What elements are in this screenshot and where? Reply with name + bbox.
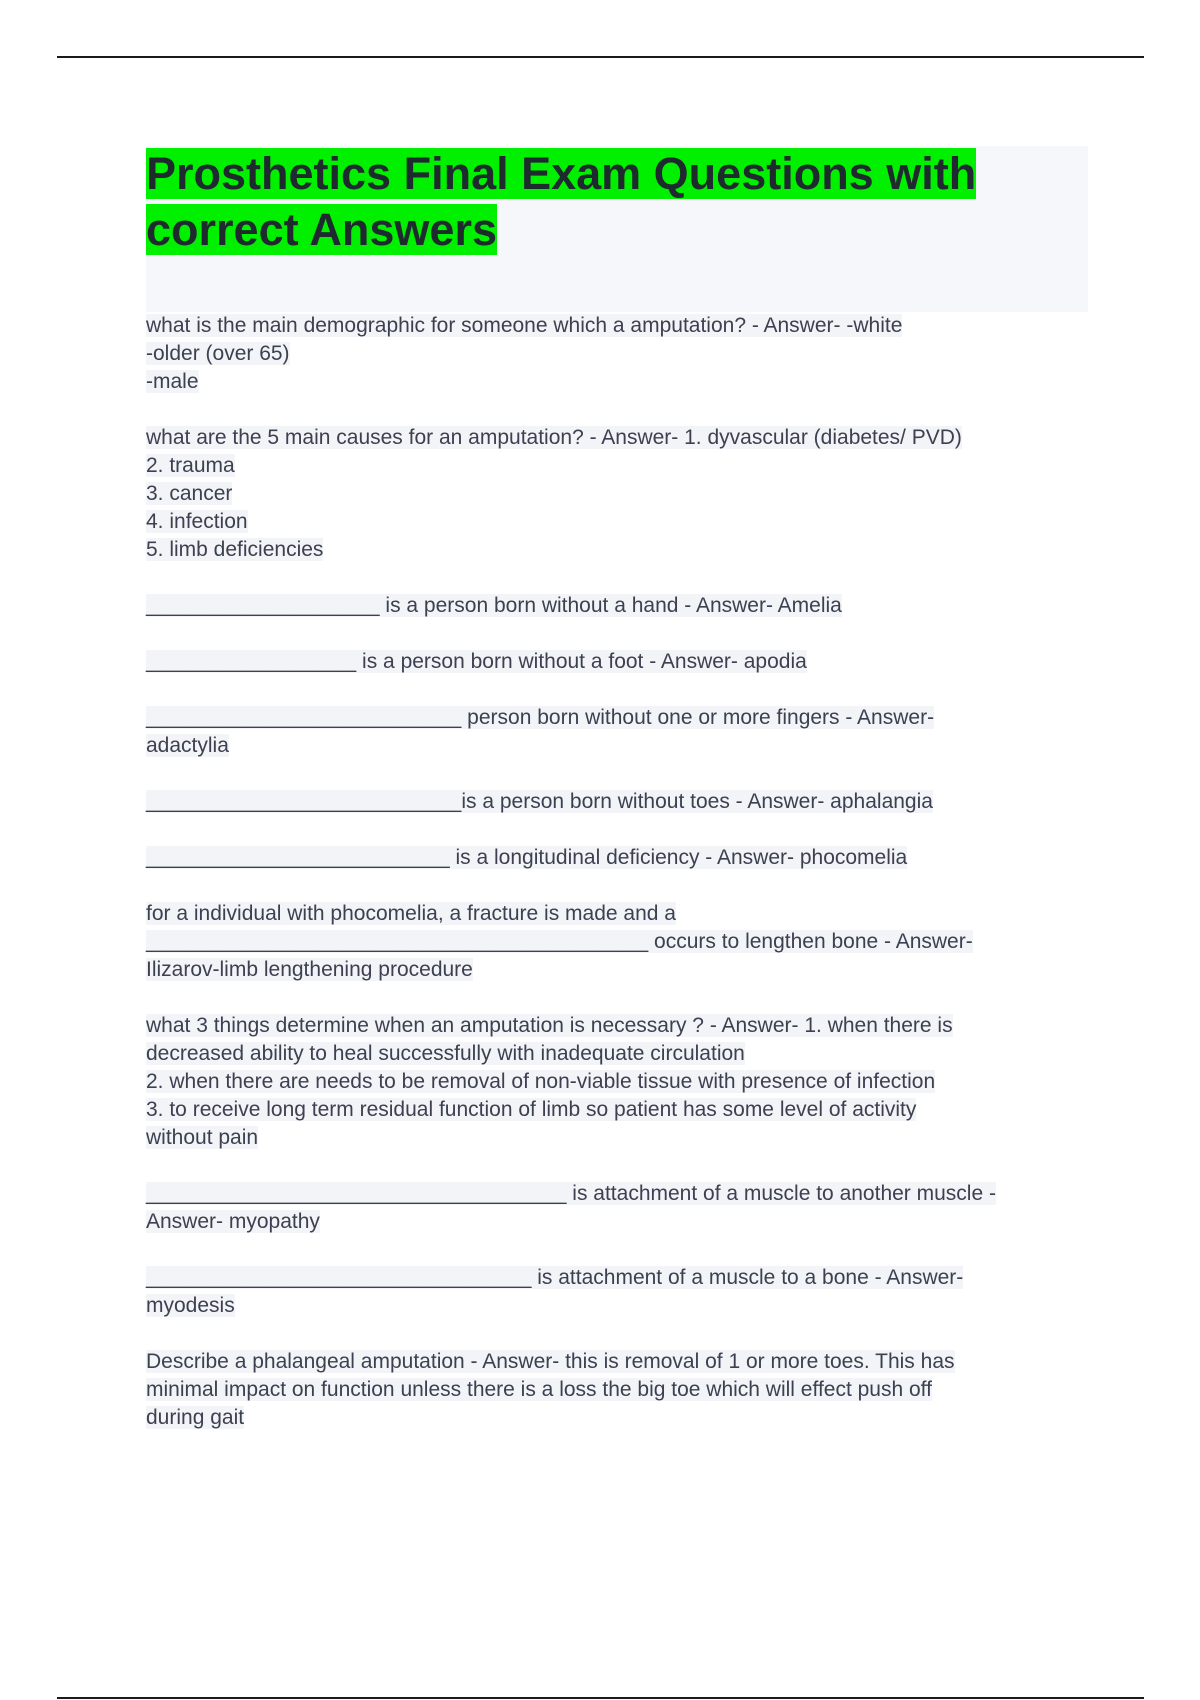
qa-text: ___________________________is a person born without toes - Answer- aphalangia — [146, 790, 933, 813]
qa-text: __________________ is a person born without a foot - Answer- apodia — [146, 650, 807, 673]
qa-item — [146, 648, 1096, 676]
top-rule — [57, 56, 1144, 58]
qa-item — [146, 592, 1096, 620]
qa-item — [146, 1012, 1096, 1152]
title-line-2: correct Answers — [146, 204, 497, 255]
qa-text: what 3 things determine when an amputation is necessary ? - Answer- 1. when there is decreased ability to heal successfully with inadequate circulation 2. when there are needs to be removal of non-viable tissue with presence of infection 3. to receive long term residual function of limb so patient has some level of activity without pain — [146, 1014, 953, 1149]
qa-item — [146, 704, 1096, 760]
qa-text: ____________________________________ is attachment of a muscle to another muscle - Answer- myopathy — [146, 1182, 996, 1233]
qa-item — [146, 1264, 1096, 1320]
qa-item — [146, 788, 1096, 816]
document-title — [146, 146, 1088, 258]
title-block — [146, 146, 1088, 312]
qa-text: _________________________________ is attachment of a muscle to a bone - Answer- myodesis — [146, 1266, 964, 1317]
qa-text: for a individual with phocomelia, a fracture is made and a ___________________________________________ occurs to lengthen bone - Answer- Ilizarov-limb lengthening procedure — [146, 902, 973, 981]
bottom-rule — [57, 1697, 1144, 1699]
qa-text: what is the main demographic for someone which a amputation? - Answer- -white -older (over 65) -male — [146, 314, 903, 393]
title-line-1: Prosthetics Final Exam Questions with — [146, 148, 977, 199]
qa-text: ____________________ is a person born without a hand - Answer- Amelia — [146, 594, 842, 617]
qa-item — [146, 424, 1096, 564]
qa-item — [146, 900, 1096, 984]
qa-item — [146, 1180, 1096, 1236]
qa-item — [146, 312, 1096, 396]
qa-item — [146, 1348, 1096, 1432]
qa-text: Describe a phalangeal amputation - Answer- this is removal of 1 or more toes. This has minimal impact on function unless there is a loss the big toe which will effect push off during gait — [146, 1350, 955, 1429]
qa-text: __________________________ is a longitudinal deficiency - Answer- phocomelia — [146, 846, 908, 869]
qa-text: ___________________________ person born without one or more fingers - Answer- adactylia — [146, 706, 935, 757]
qa-text: what are the 5 main causes for an amputation? - Answer- 1. dyvascular (diabetes/ PVD) 2. trauma 3. cancer 4. infection 5. limb deficiencies — [146, 426, 962, 561]
qa-item — [146, 844, 1096, 872]
qa-list — [146, 312, 1096, 1432]
